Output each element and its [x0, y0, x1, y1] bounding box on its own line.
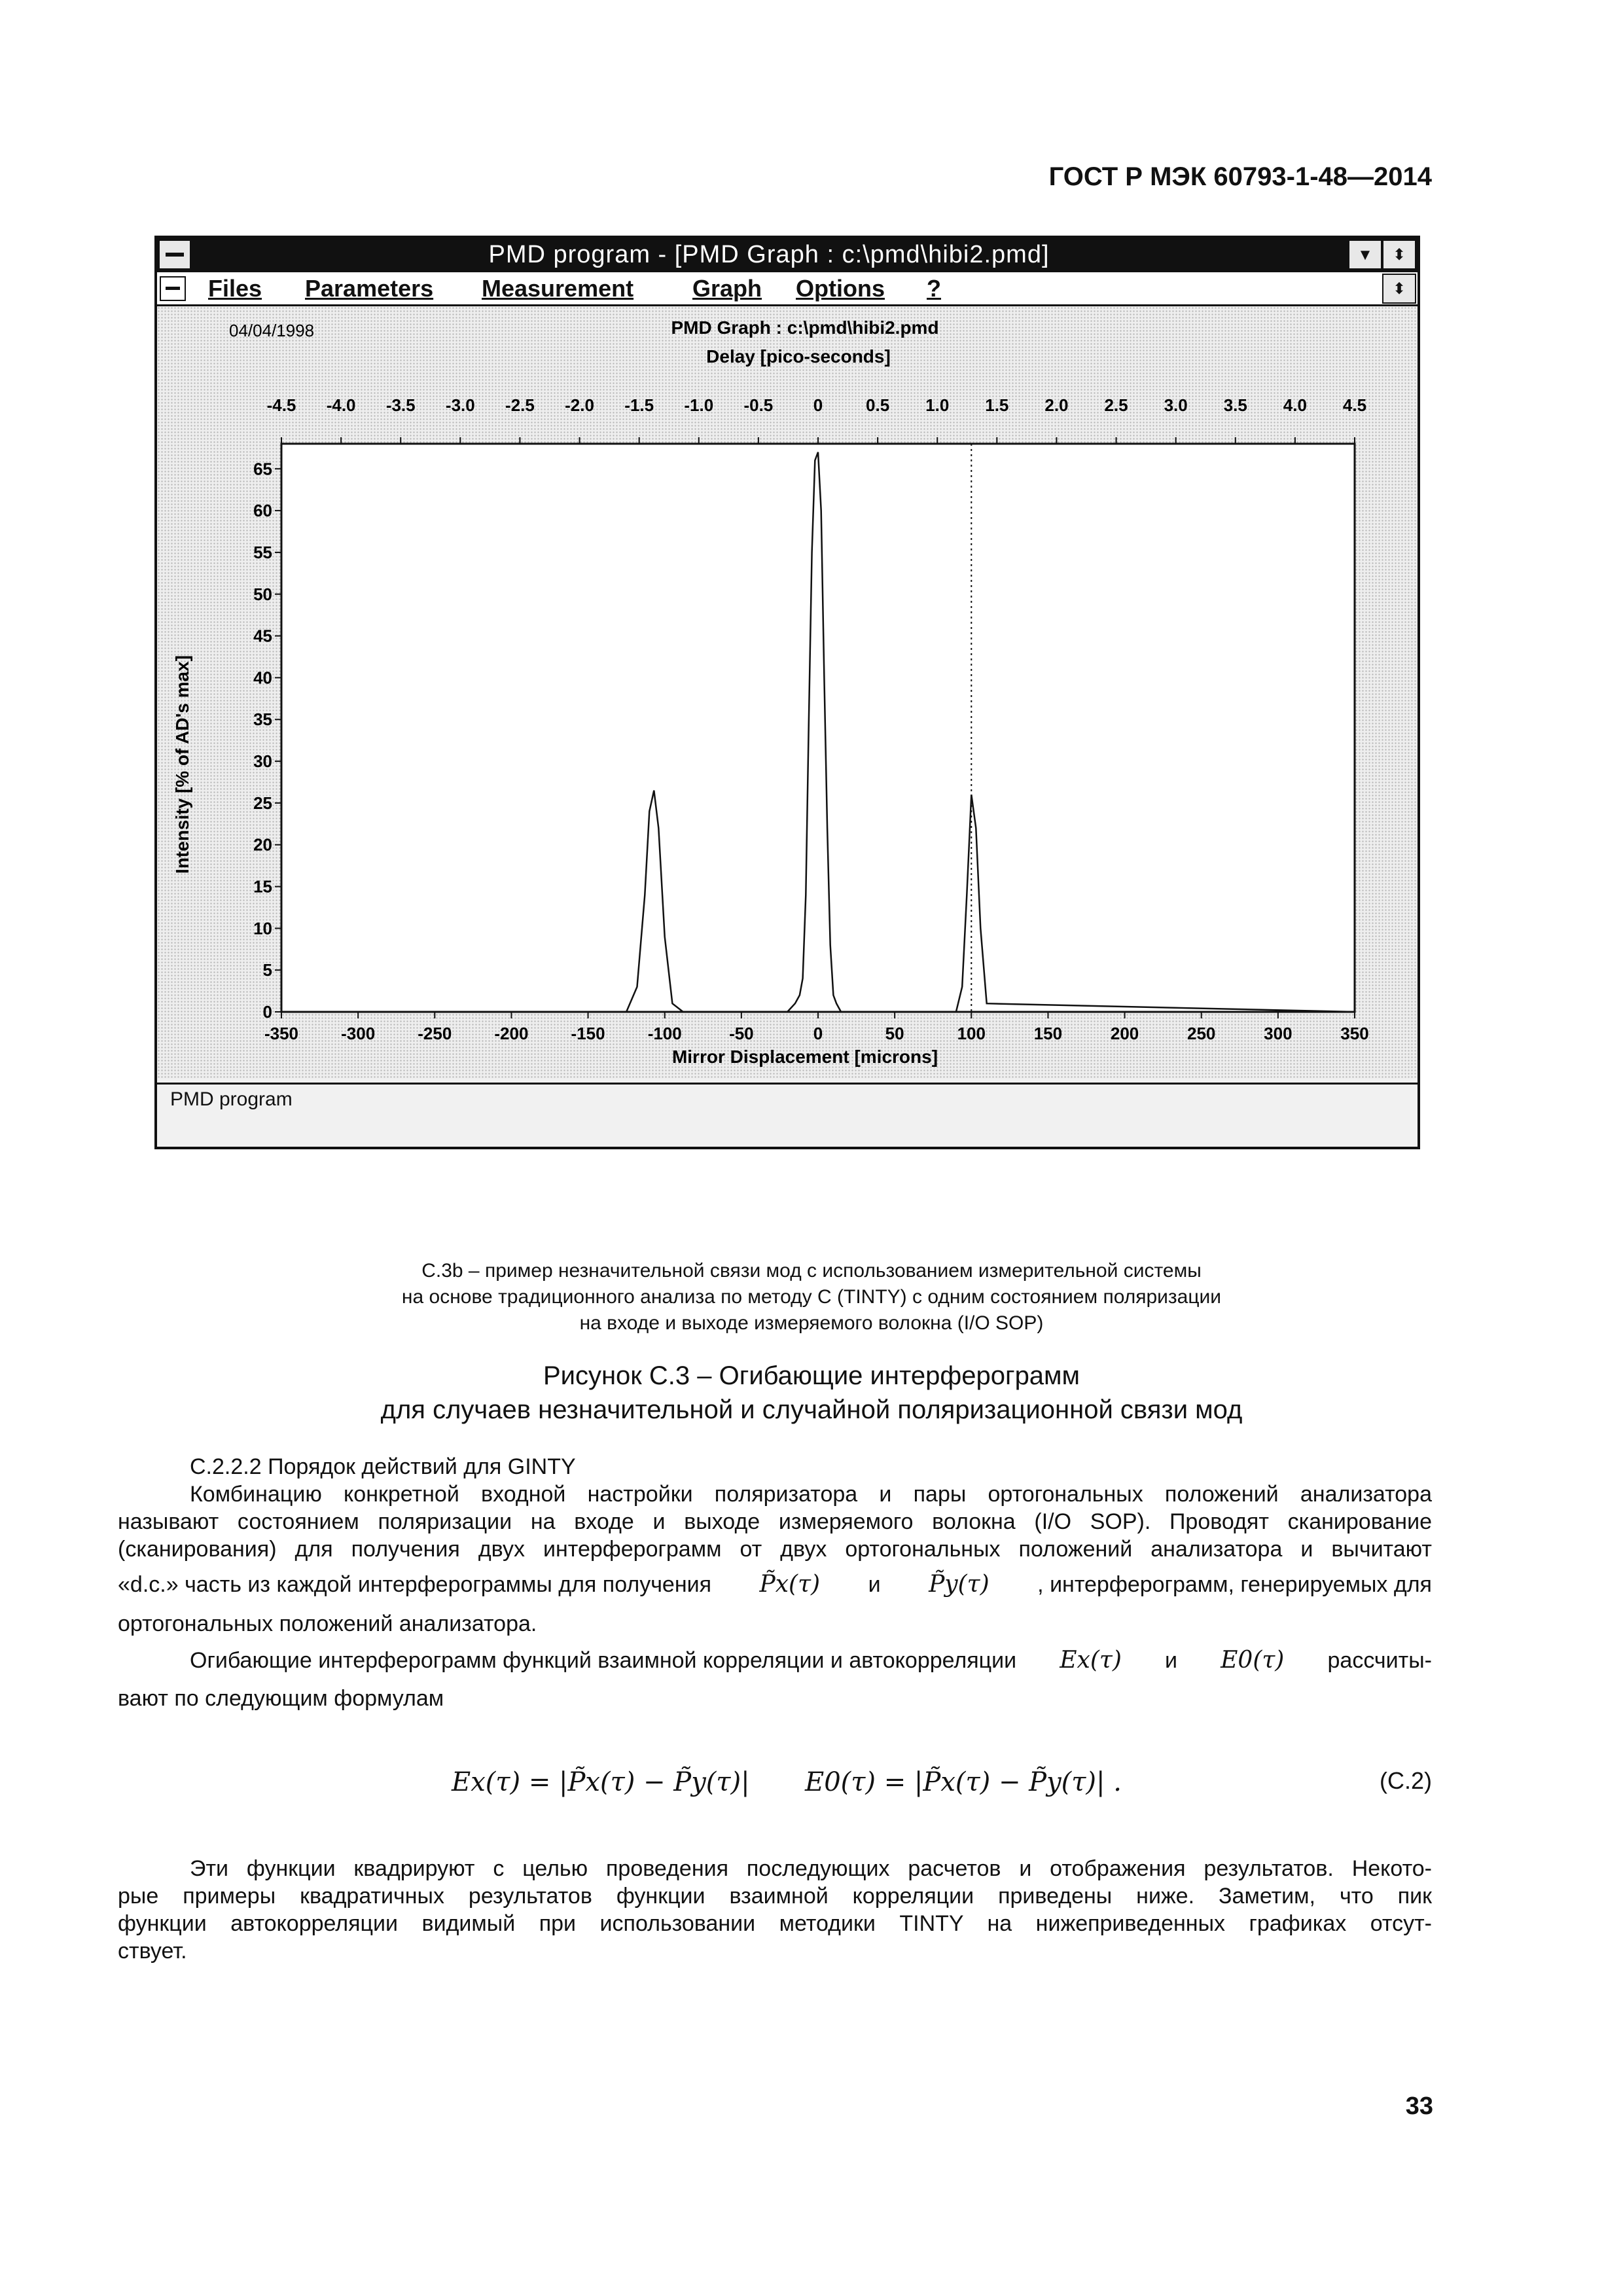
page-header: ГОСТ Р МЭК 60793-1-48—2014: [1048, 162, 1432, 191]
x-tick-label: 350: [1340, 1024, 1369, 1043]
x-tick-label: -300: [341, 1024, 376, 1043]
top-tick-label: -2.5: [505, 395, 535, 415]
window-title: PMD program - [PMD Graph : c:\pmd\hibi2.pmd]: [488, 241, 1050, 268]
system-menu-icon[interactable]: [158, 240, 191, 270]
graph-area: [157, 306, 1418, 1079]
top-tick-label: 0.5: [866, 395, 890, 415]
y-tick-label: 50: [253, 584, 272, 604]
graph-date: 04/04/1998: [229, 321, 315, 340]
formula-ex: Ex(τ) = |P̃x(τ) − P̃y(τ)|: [452, 1767, 750, 1797]
top-tick-label: 0: [813, 395, 823, 415]
paragraph-2-line-2: вают по следующим формулам: [118, 1686, 444, 1711]
menu-options[interactable]: Options: [796, 275, 885, 302]
y-tick-label: 55: [253, 542, 272, 562]
y-tick-label: 45: [253, 626, 272, 646]
y-tick-label: 5: [262, 960, 272, 980]
x-tick-label: -150: [571, 1024, 605, 1043]
x-tick-label: -250: [418, 1024, 452, 1043]
top-tick-label: -3.5: [385, 395, 416, 415]
x-tick-label: 250: [1187, 1024, 1216, 1043]
top-tick-label: -4.0: [326, 395, 356, 415]
x-axis-label: Mirror Displacement [microns]: [671, 1047, 938, 1067]
paragraph-2-line-1: [190, 1647, 1432, 1674]
paragraph-1-line-3: (сканирования) для получения двух интерферограмм от двух ортогональных положений анализатора и вычитают: [118, 1537, 1432, 1562]
top-tick-label: -1.0: [684, 395, 714, 415]
top-tick-label: -0.5: [743, 395, 774, 415]
pmd-graph: [157, 306, 1418, 1079]
x-tick-label: -100: [647, 1024, 682, 1043]
status-text: PMD program: [170, 1088, 293, 1110]
minimize-button[interactable]: ▼: [1348, 240, 1382, 270]
line-text-b: рассчиты-: [1327, 1648, 1432, 1673]
top-tick-label: 1.5: [985, 395, 1009, 415]
page-number: 33: [1405, 2092, 1433, 2120]
y-tick-label: 10: [253, 918, 272, 939]
formula-number: (С.2): [1380, 1767, 1432, 1794]
y-tick-label: 40: [253, 668, 272, 688]
line-4-text-b: , интерферограмм, генерируемых для: [1037, 1572, 1432, 1597]
line-and: и: [1165, 1648, 1178, 1673]
top-axis-label: Delay [pico-seconds]: [706, 346, 891, 367]
menu-measurement[interactable]: Measurement: [482, 275, 634, 302]
x-tick-label: -200: [494, 1024, 529, 1043]
line-4-and: и: [868, 1572, 881, 1597]
x-tick-label: 0: [813, 1024, 823, 1043]
y-tick-label: 20: [253, 834, 272, 855]
x-tick-label: 200: [1110, 1024, 1139, 1043]
paragraph-3-line-4: ствует.: [118, 1939, 187, 1964]
document-control-icon[interactable]: [160, 276, 186, 301]
top-tick-label: -4.5: [266, 395, 296, 415]
top-tick-label: 2.5: [1104, 395, 1128, 415]
caption-line-2: на основе традиционного анализа по методу С (TINTY) с одним состоянием поляризации: [401, 1286, 1222, 1308]
top-tick-label: 4.5: [1342, 395, 1367, 415]
pmd-program-window: [154, 236, 1420, 1149]
top-tick-label: 3.5: [1223, 395, 1247, 415]
menu-help[interactable]: ?: [927, 275, 941, 302]
figure-title-line-1: Рисунок С.3 – Огибающие интерферограмм: [543, 1361, 1080, 1390]
x-tick-label: -350: [264, 1024, 299, 1043]
y-tick-label: 60: [253, 501, 272, 521]
x-tick-label: 50: [885, 1024, 904, 1043]
document-restore-button[interactable]: ⬍: [1382, 274, 1416, 304]
top-tick-label: 3.0: [1164, 395, 1188, 415]
menu-parameters[interactable]: Parameters: [305, 275, 434, 302]
top-tick-label: -1.5: [624, 395, 654, 415]
restore-button[interactable]: ⬍: [1382, 240, 1416, 270]
y-tick-label: 65: [253, 459, 272, 479]
caption-line-1: С.3b – пример незначительной связи мод с использованием измерительной системы: [421, 1260, 1202, 1282]
top-tick-label: 2.0: [1044, 395, 1069, 415]
py-symbol: P̃y(τ): [929, 1571, 990, 1598]
figure-title-line-2: для случаев незначительной и случайной поляризационной связи мод: [380, 1395, 1243, 1424]
x-tick-label: 300: [1264, 1024, 1293, 1043]
line-text-a: Огибающие интерферограмм функций взаимной корреляции и автокорреляции: [190, 1648, 1017, 1673]
menu-bar: [157, 272, 1418, 306]
e0-symbol: E0(τ): [1221, 1647, 1285, 1674]
top-tick-label: -2.0: [565, 395, 594, 415]
paragraph-1-line-5: ортогональных положений анализатора.: [118, 1611, 537, 1636]
section-heading: С.2.2.2 Порядок действий для GINTY: [190, 1454, 576, 1479]
paragraph-1-line-2: называют состоянием поляризации на входе и выходе измеряемого волокна (I/O SOP). Проводят сканирование: [118, 1509, 1432, 1534]
y-tick-label: 0: [262, 1002, 272, 1022]
line-4-text-a: «d.c.» часть из каждой интерферограммы для получения: [118, 1572, 711, 1597]
menu-files[interactable]: Files: [208, 275, 262, 302]
x-tick-label: -50: [729, 1024, 754, 1043]
x-tick-label: 100: [957, 1024, 986, 1043]
y-tick-label: 35: [253, 709, 272, 730]
formula-e0: E0(τ) = |P̃x(τ) − P̃y(τ)| .: [805, 1767, 1122, 1797]
menu-graph[interactable]: Graph: [692, 275, 762, 302]
y-axis-label: Intensity [% of AD's max]: [172, 655, 192, 874]
title-bar: [157, 238, 1418, 272]
paragraph-3-line-1: Эти функции квадрируют с целью проведения последующих расчетов и отображения результатов. Некото-: [190, 1856, 1432, 1881]
paragraph-1-line-4: [118, 1571, 1432, 1598]
plot-frame: [281, 444, 1355, 1012]
y-tick-label: 15: [253, 876, 272, 897]
caption-line-3: на входе и выходе измеряемого волокна (I/O SOP): [579, 1312, 1044, 1334]
paragraph-3-line-2: рые примеры квадратичных результатов функции взаимной корреляции приведены ниже. Заметим, что пик: [118, 1884, 1432, 1909]
paragraph-1-line-1: Комбинацию конкретной входной настройки поляризатора и пары ортогональных положений анализатора: [190, 1482, 1432, 1507]
top-tick-label: -3.0: [445, 395, 475, 415]
y-tick-label: 30: [253, 751, 272, 772]
px-symbol: P̃x(τ): [759, 1571, 821, 1598]
ex-symbol: Ex(τ): [1060, 1647, 1122, 1674]
status-bar: [157, 1083, 1418, 1145]
top-tick-label: 1.0: [925, 395, 950, 415]
graph-title: PMD Graph : c:\pmd\hibi2.pmd: [671, 317, 939, 338]
top-tick-label: 4.0: [1283, 395, 1307, 415]
x-tick-label: 150: [1033, 1024, 1063, 1043]
y-tick-label: 25: [253, 793, 272, 813]
paragraph-3-line-3: функции автокорреляции видимый при использовании методики TINTY на нижеприведенных графиках отсут-: [118, 1911, 1432, 1936]
